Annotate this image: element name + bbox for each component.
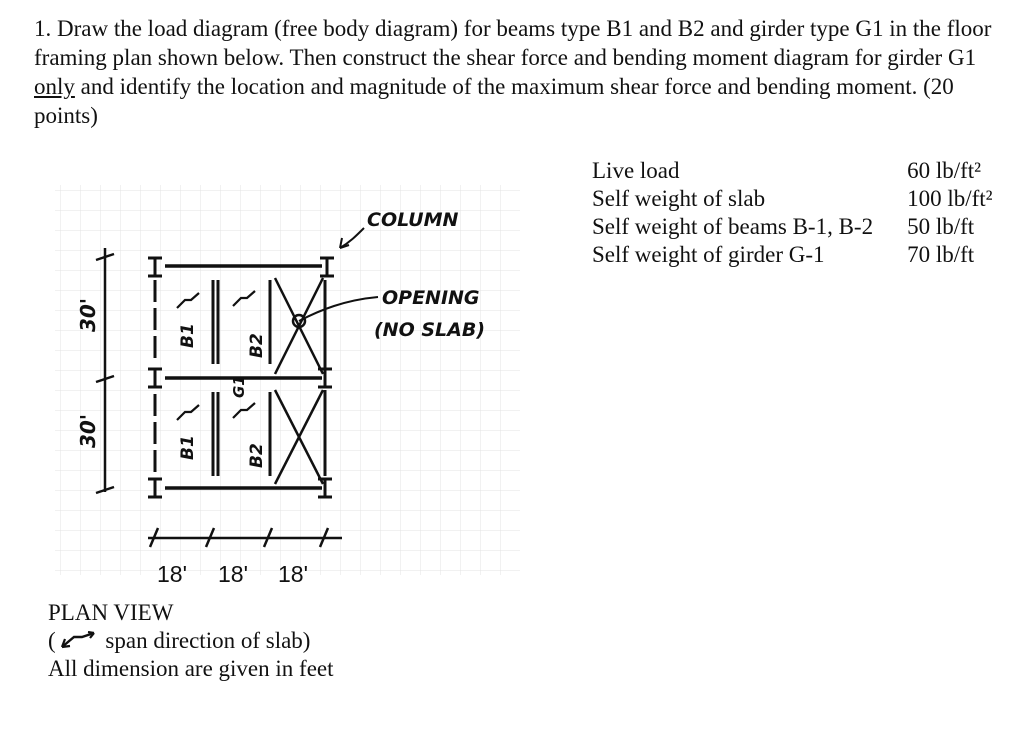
plan-captions (48, 599, 334, 683)
load-label: Live load (592, 158, 680, 183)
beam-label-b2-bottom: B2 (247, 443, 267, 468)
load-row (592, 241, 993, 269)
question-part-1: 1. Draw the load diagram (free body diagram) for beams type B1 and B2 and girder type G1 in the floor framing plan shown below. Then construct the shear force and bending moment diagram for girder G1 (34, 16, 992, 70)
load-table (592, 157, 993, 269)
legend-text: span direction of slab) (99, 628, 311, 653)
question-text (34, 14, 1009, 130)
load-row (592, 185, 993, 213)
beam-label-b1-top: B1 (178, 323, 198, 348)
load-label: Self weight of beams B-1, B-2 (592, 214, 874, 239)
load-value: 60 lb/ft² (907, 158, 982, 183)
vertical-dim-top: 30' (76, 298, 100, 332)
question-part-2: and identify the location and magnitude of the maximum shear force and bending moment. (20 points) (34, 74, 954, 128)
span-legend (48, 627, 334, 655)
span-direction-arrow-icon (56, 631, 100, 651)
dimension-note: All dimension are given in feet (48, 656, 334, 681)
horizontal-dim-1: 18' (157, 561, 187, 587)
question-underlined-word: only (34, 74, 75, 99)
load-value: 70 lb/ft (907, 242, 975, 267)
load-value: 50 lb/ft (907, 214, 975, 239)
horizontal-dim-3: 18' (278, 561, 308, 587)
vertical-dim-bottom: 30' (76, 414, 100, 448)
opening-label: OPENING (382, 287, 480, 309)
horizontal-dim-2: 18' (218, 561, 248, 587)
load-row (592, 213, 993, 241)
load-value: 100 lb/ft² (907, 186, 993, 211)
load-label: Self weight of slab (592, 186, 766, 211)
floor-framing-plan (0, 150, 600, 595)
legend-open-paren: ( (48, 628, 56, 653)
load-row (592, 157, 993, 185)
beam-label-b2-top: B2 (247, 333, 267, 358)
opening-sublabel: (NO SLAB) (374, 319, 486, 341)
grid-background (55, 185, 520, 575)
column-label: COLUMN (367, 209, 459, 231)
plan-view-title: PLAN VIEW (48, 600, 174, 625)
load-label: Self weight of girder G-1 (592, 242, 825, 267)
beam-label-b1-bottom: B1 (178, 435, 198, 460)
girder-label-g1: G1 (230, 375, 248, 398)
